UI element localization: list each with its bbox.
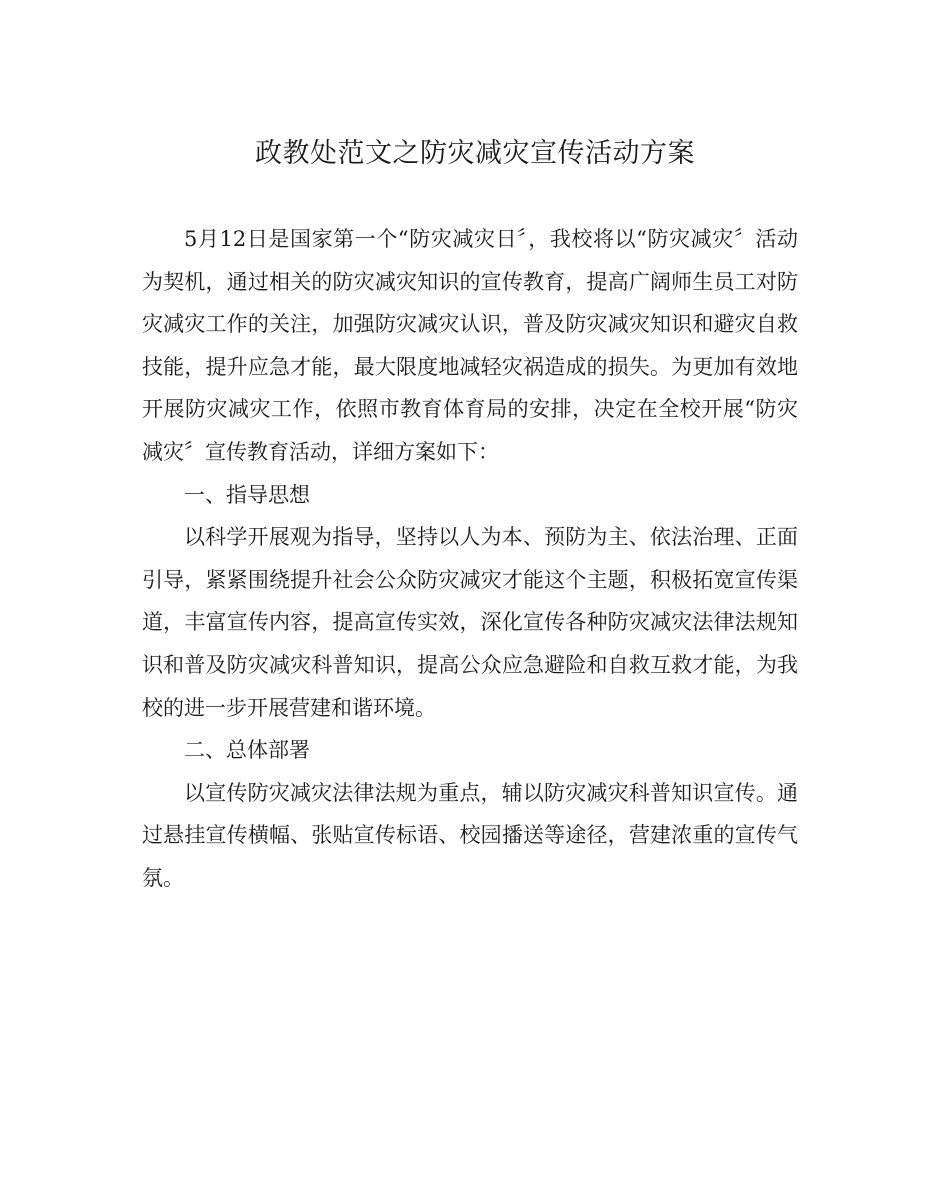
document-body [142, 218, 798, 900]
section-heading-overall-deployment: 二、总体部署 [184, 738, 310, 763]
guiding-ideology-paragraph: 以科学开展观为指导，坚持以人为本、预防为主、依法治理、正面引导，紧紧围绕提升社会公众防灾减灾才能这个主题，积极拓宽宣传渠道，丰富宣传内容，提高宣传实效，深化宣传各种防灾减灾法律法规知识和普及防灾减灾科普知识，提高公众应急避险和自救互救才能，为我校的进一步开展营建和谐环境。 [142, 525, 798, 720]
document-title: 政教处范文之防灾减灾宣传活动方案 [255, 138, 695, 169]
intro-paragraph: 5月12日是国家第一个“防灾减灾日〞，我校将以“防灾减灾〞活动为契机，通过相关的防灾减灾知识的宣传教育，提高广阔师生员工对防灾减灾工作的关注，加强防灾减灾认识，普及防灾减灾知识和避灾自救技能，提升应急才能，最大限度地减轻灾祸造成的损失。为更加有效地开展防灾减灾工作，依照市教育体育局的安排，决定在全校开展“防灾减灾〞宣传教育活动，详细方案如下： [142, 227, 798, 464]
section-heading-guiding-ideology: 一、指导思想 [184, 482, 310, 507]
overall-deployment-paragraph: 以宣传防灾减灾法律法规为重点，辅以防灾减灾科普知识宣传。通过悬挂宣传横幅、张贴宣传标语、校园播送等途径，营建浓重的宣传气氛。 [142, 780, 798, 890]
